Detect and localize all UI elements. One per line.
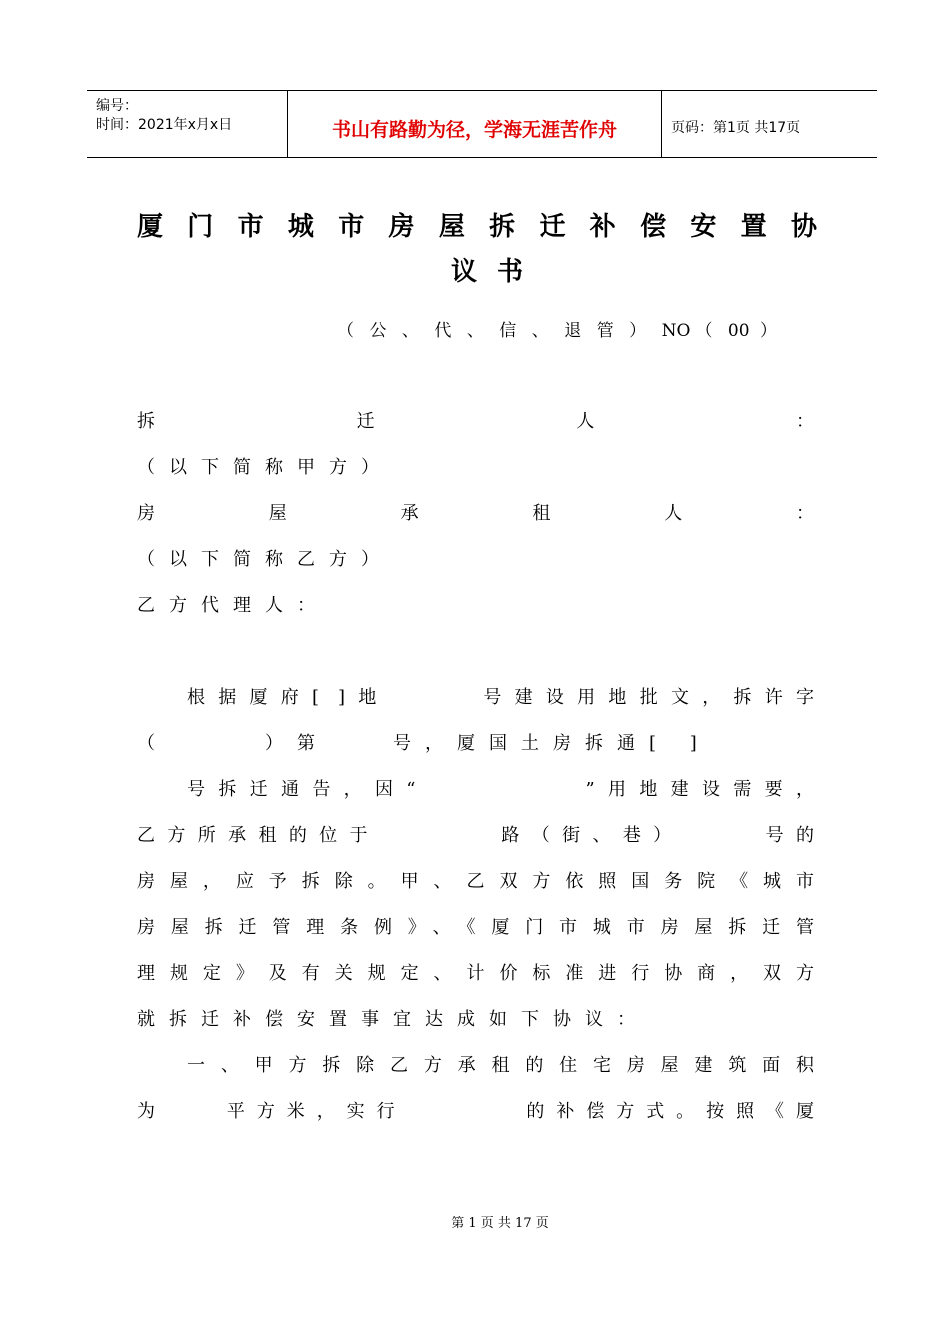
body-line: 一、甲方拆除乙方承租的住宅房屋建筑面积 — [187, 1055, 814, 1076]
body-line: 号拆迁通告，因“ ”用地建设需要， — [187, 779, 814, 800]
tenant-abbr: （以下简称乙方） — [137, 549, 393, 570]
tenant-label: 房 屋 承 租 人 ： — [137, 503, 814, 524]
document-title-line1: 厦门市城市房屋拆迁补偿安置协 — [137, 212, 817, 242]
body-line: 就拆迁补偿安置事宜达成如下协议： — [137, 1009, 649, 1030]
header-page-cell — [662, 91, 877, 157]
body-line: 为 平方米，实行 的补偿方式。按照《厦 — [137, 1101, 814, 1122]
body-line: 理规定》及有关规定、计价标准进行协商，双方 — [137, 963, 814, 984]
page-footer: 第 1 页 共 17 页 — [451, 1216, 549, 1231]
body-line: 房屋拆迁管理条例》、《厦门市城市房屋拆迁管 — [137, 917, 814, 938]
agent-label: 乙方代理人： — [137, 595, 329, 616]
document-title-line2: 议书 — [450, 257, 543, 287]
header-info-cell — [87, 91, 288, 157]
body-line: 房屋，应予拆除。甲、乙双方依照国务院《城市 — [137, 871, 814, 892]
body-line: （ ）第 号，厦国土房拆通[ ] — [137, 733, 711, 754]
header-table — [87, 90, 877, 158]
demolisher-abbr: （以下简称甲方） — [137, 457, 393, 478]
body-line: 乙方所承租的位于 路（街、巷） 号的 — [137, 825, 814, 846]
header-page-label: 页码：第1页 共17页 — [671, 120, 801, 136]
header-motto: 书山有路勤为径，学海无涯苦作舟 — [331, 119, 617, 141]
header-motto-cell — [288, 91, 662, 157]
time-label: 时间：2021年x月x日 — [96, 117, 233, 133]
demolisher-label: 拆 迁 人 ： — [137, 411, 814, 432]
number-label: 编号： — [96, 98, 138, 114]
body-line: 根据厦府[ ]地 号建设用地批文，拆许字 — [187, 687, 814, 708]
document-number: （ 公 、 代 、 信 、 退 管 ） NO（ 00 ） — [337, 321, 777, 341]
